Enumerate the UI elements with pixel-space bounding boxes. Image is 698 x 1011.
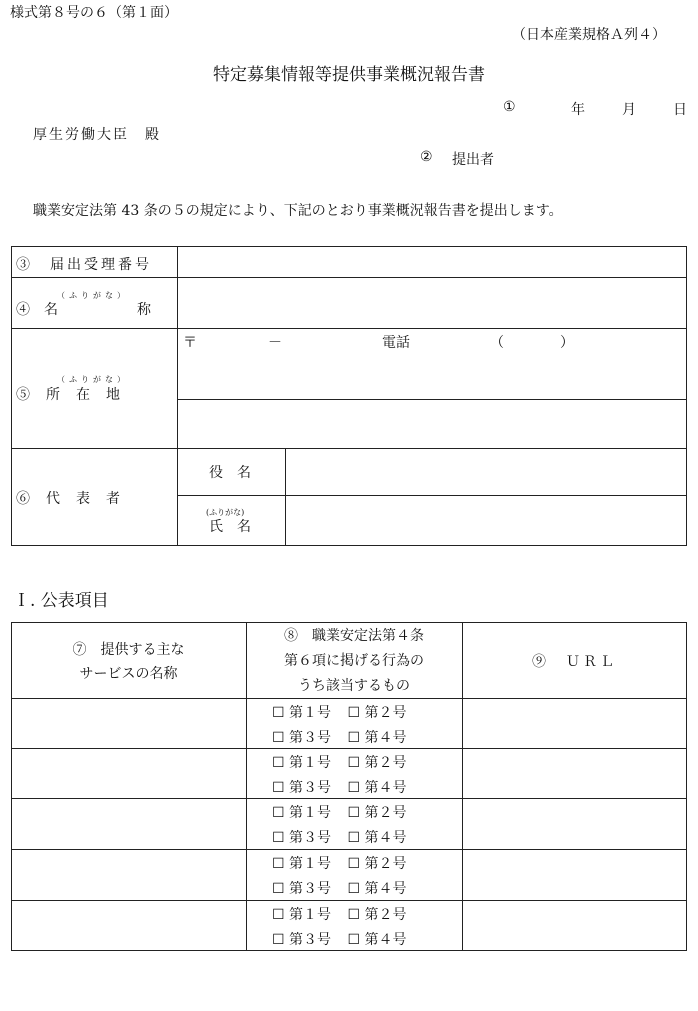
option-label: 第２号 [364, 805, 407, 821]
checkbox-item[interactable]: ☐ [347, 830, 361, 846]
checkbox-item[interactable]: ☐ [272, 805, 285, 821]
representative-title-label: 役 名 [209, 465, 251, 481]
url-cell[interactable] [463, 850, 686, 899]
date-year: 年 [571, 102, 585, 118]
page-title: 特定募集情報等提供事業概況報告書 [213, 65, 485, 85]
url-cell[interactable] [463, 901, 686, 950]
service-name-cell[interactable] [12, 799, 245, 848]
option-label: 第４号 [364, 881, 407, 897]
option-label: 第３号 [289, 830, 332, 846]
url-header: ⑨ ＵＲＬ [532, 654, 617, 670]
receipt-number-label: ③ 届出受理番号 [16, 257, 152, 273]
name-label: ④ 名 [16, 302, 58, 318]
checkbox-item[interactable]: ☐ [272, 907, 285, 923]
applicable-act-header [246, 624, 462, 699]
option-label: 第３号 [289, 780, 332, 796]
representative-title-field[interactable] [286, 449, 686, 494]
date-marker: ① [503, 99, 516, 115]
phone-paren-close: ） [560, 335, 574, 351]
checkbox-item[interactable]: ☐ [272, 932, 285, 948]
postal-mark: 〒 [183, 335, 197, 351]
checkbox-item[interactable]: ☐ [347, 705, 361, 721]
phone-label: 電話 [382, 335, 410, 351]
applicable-act-header-line2: 第６項に掲げる行為の [284, 653, 424, 669]
url-cell[interactable] [463, 699, 686, 747]
service-name-header-line1: ⑦ 提供する主な [72, 642, 185, 658]
option-label: 第４号 [364, 932, 407, 948]
checkbox-item[interactable]: ☐ [347, 755, 361, 771]
checkbox-item[interactable]: ☐ [347, 907, 361, 923]
option-label: 第３号 [289, 932, 332, 948]
submitter-marker: ② [420, 149, 433, 165]
representative-label: ⑥ 代 表 者 [16, 491, 121, 507]
checkbox-item[interactable]: ☐ [272, 830, 285, 846]
checkbox-item[interactable]: ☐ [347, 881, 361, 897]
representative-name-ruby: (ふりがな) [206, 508, 245, 517]
applicable-act-header-line1: ⑧ 職業安定法第４条 [284, 628, 424, 644]
option-label: 第１号 [289, 755, 332, 771]
service-name-cell[interactable] [12, 901, 245, 950]
checkbox-item[interactable]: ☐ [347, 730, 361, 746]
option-row [272, 853, 406, 873]
option-row [272, 752, 406, 772]
option-label: 第１号 [289, 705, 332, 721]
option-label: 第１号 [289, 907, 332, 923]
option-row [272, 702, 406, 722]
checkbox-item[interactable]: ☐ [272, 730, 285, 746]
date-month: 月 [622, 102, 636, 118]
service-name-cell[interactable] [12, 749, 245, 797]
representative-name-field[interactable] [286, 496, 686, 545]
paper-size: （日本産業規格Ａ列４） [512, 27, 666, 43]
option-row [272, 904, 406, 924]
option-row [272, 727, 406, 747]
statement: 職業安定法第 43 条の５の規定により、下記のとおり事業概況報告書を提出します。 [33, 203, 563, 219]
checkbox-item[interactable]: ☐ [272, 755, 285, 771]
checkbox-item[interactable]: ☐ [272, 705, 285, 721]
option-row [272, 777, 406, 797]
option-label: 第２号 [364, 705, 407, 721]
service-name-cell[interactable] [12, 699, 245, 747]
option-row [272, 929, 406, 949]
postal-dash: － [268, 335, 282, 351]
service-name-header [11, 638, 246, 686]
phone-paren-open: （ [490, 335, 504, 351]
submitter-label: 提出者 [452, 152, 494, 168]
checkbox-item[interactable]: ☐ [347, 856, 361, 872]
form-number: 様式第８号の６（第１面） [10, 5, 178, 21]
option-label: 第３号 [289, 730, 332, 746]
option-row [272, 802, 406, 822]
addressee: 厚生労働大臣 殿 [33, 127, 161, 143]
checkbox-item[interactable]: ☐ [272, 780, 285, 796]
checkbox-item[interactable]: ☐ [272, 856, 285, 872]
checkbox-item[interactable]: ☐ [347, 805, 361, 821]
option-label: 第２号 [364, 856, 407, 872]
checkbox-item[interactable]: ☐ [347, 780, 361, 796]
section-heading: Ｉ. 公表項目 [13, 591, 109, 611]
option-label: 第２号 [364, 755, 407, 771]
service-name-header-line2: サービスの名称 [79, 666, 178, 682]
option-label: 第４号 [364, 780, 407, 796]
checkbox-item[interactable]: ☐ [272, 881, 285, 897]
name-label-suffix: 称 [137, 302, 151, 318]
address-label: ⑤ 所 在 地 [16, 387, 121, 403]
representative-name-label: 氏 名 [209, 519, 251, 535]
date-day: 日 [673, 102, 687, 118]
option-row [272, 827, 406, 847]
url-cell[interactable] [463, 799, 686, 848]
name-field[interactable] [178, 278, 686, 327]
address-ruby: （ふりがな） [57, 375, 129, 384]
applicable-act-header-line3: うち該当するもの [298, 678, 410, 694]
option-label: 第４号 [364, 830, 407, 846]
checkbox-item[interactable]: ☐ [347, 932, 361, 948]
service-name-cell[interactable] [12, 850, 245, 899]
option-label: 第４号 [364, 730, 407, 746]
name-ruby: （ふりがな） [57, 291, 129, 300]
option-label: 第１号 [289, 856, 332, 872]
url-cell[interactable] [463, 749, 686, 797]
option-label: 第２号 [364, 907, 407, 923]
option-row [272, 878, 406, 898]
address-field[interactable] [178, 400, 686, 447]
option-label: 第１号 [289, 805, 332, 821]
option-label: 第３号 [289, 881, 332, 897]
